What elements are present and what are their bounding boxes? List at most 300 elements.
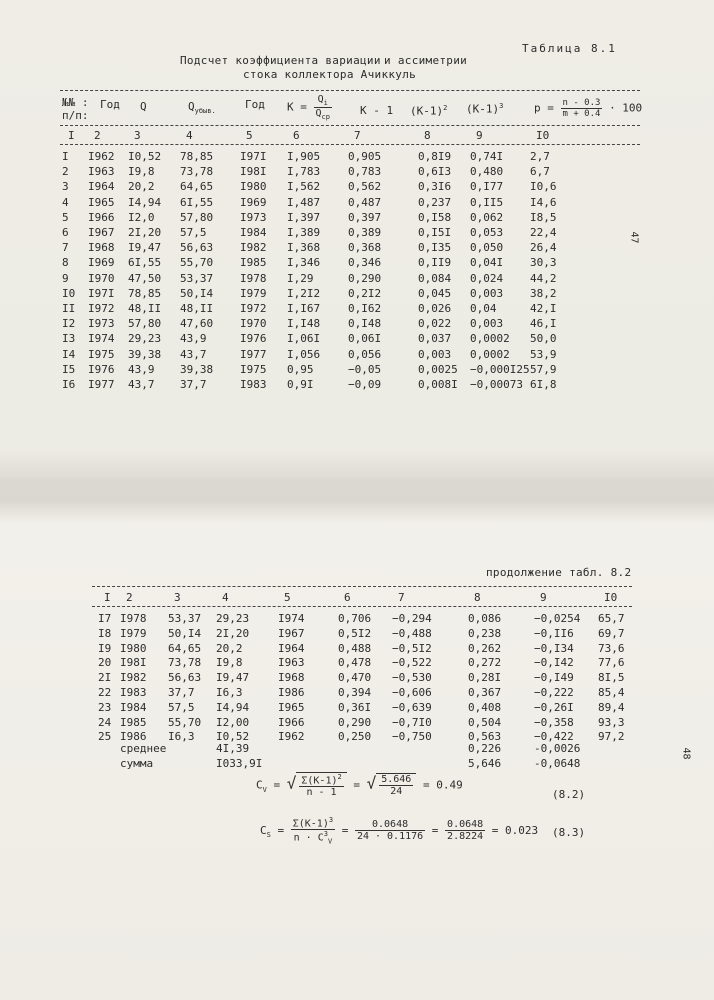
t2-cell-year-desc: I967 <box>278 626 305 640</box>
column-number: 5 <box>246 129 253 142</box>
t2-cell-k-minus-1-cube: −0,358 <box>534 715 574 729</box>
t1-cell-k-minus-1-sq: 0,3I6 <box>418 180 452 194</box>
header-k-num: Q <box>317 94 324 105</box>
t2-cell-p: 97,2 <box>598 730 625 744</box>
t1-cell-year: I965 <box>88 195 115 209</box>
t2-cell-k-minus-1-sq: 0,367 <box>468 686 502 699</box>
table-row <box>0 363 714 378</box>
t1-cell-p: 2,7 <box>530 150 550 163</box>
t1-cell-k-minus-1-sq: 0,003 <box>418 347 452 361</box>
t1-cell-year-desc: I979 <box>240 286 267 300</box>
cs-symbol: C <box>260 823 267 837</box>
table-row <box>0 211 714 226</box>
table-row <box>0 226 714 244</box>
t2-cell-k-minus-1-sq: 0,563 <box>468 730 502 744</box>
column-number: 9 <box>540 591 547 604</box>
t1-cell-num: I6 <box>62 378 76 391</box>
t2-cell-year-desc: I962 <box>278 730 305 744</box>
t2-cell-p: 89,4 <box>598 700 625 714</box>
t1-cell-k-minus-1: 0,562 <box>348 180 382 194</box>
t1-cell-q: 43,7 <box>128 378 155 391</box>
t1-cell-num: 4 <box>62 195 69 209</box>
t1-cell-p: I4,6 <box>530 195 557 209</box>
avg-k9: -0,0026 <box>534 742 581 755</box>
t1-cell-p: 57,9 <box>530 362 557 376</box>
avg-k8: 0,226 <box>468 742 502 755</box>
t1-cell-year: I966 <box>88 210 115 224</box>
t1-cell-k-minus-1-cube: 0,74I <box>470 150 504 163</box>
t1-cell-k-minus-1: 0,487 <box>348 195 382 209</box>
table-row <box>0 701 714 716</box>
t2-cell-k-minus-1-cube: −0,222 <box>534 686 574 699</box>
t2-cell-q-desc: I4,94 <box>216 700 250 714</box>
t2-cell-q-desc: I6,3 <box>216 686 243 699</box>
t1-cell-k-minus-1-sq: 0,022 <box>418 317 452 331</box>
t1-cell-q: 43,9 <box>128 362 155 376</box>
t1-cell-year: I968 <box>88 241 115 255</box>
t2-cell-year: I983 <box>120 686 147 699</box>
p2-header-rule <box>92 606 632 607</box>
t1-cell-k-minus-1-sq: 0,0025 <box>418 362 458 376</box>
t2-cell-k: 0,250 <box>338 730 372 744</box>
t1-cell-num: I <box>62 150 69 163</box>
title-line2: стока коллектора Ачиккуль <box>243 68 417 81</box>
p2-top-rule <box>92 586 632 587</box>
table-row <box>0 317 714 332</box>
t2-cell-year-desc: I974 <box>278 612 305 625</box>
t2-cell-q: 55,70 <box>168 715 202 729</box>
t1-cell-q-desc: 57,80 <box>180 210 214 224</box>
t1-cell-k-minus-1: 0,06I <box>348 332 382 346</box>
t1-cell-k-minus-1-cube: 0,0002 <box>470 347 510 361</box>
t2-cell-p: 77,6 <box>598 656 625 670</box>
table-row <box>0 686 714 701</box>
cv-num: Σ(K-1) <box>301 775 338 787</box>
t1-cell-num: I5 <box>62 362 76 376</box>
formula-cs <box>260 816 538 846</box>
column-number: 6 <box>344 591 351 604</box>
cs-num2: 0.0648 <box>355 819 425 831</box>
cs-eq3: = <box>431 823 439 837</box>
t1-cell-k: I,056 <box>287 347 321 361</box>
t2-cell-year-desc: I968 <box>278 671 305 685</box>
header-km1-cube <box>466 102 503 116</box>
t1-cell-year-desc: I976 <box>240 332 267 346</box>
t1-cell-num: 6 <box>62 226 69 239</box>
t1-cell-k: I,397 <box>287 210 321 224</box>
t1-cell-k-minus-1: 0,2I2 <box>348 286 382 300</box>
header-q-desc <box>188 100 216 115</box>
header-bottom-rule <box>60 144 640 145</box>
cv-num2: 5.646 <box>381 774 412 786</box>
t1-cell-p: 44,2 <box>530 271 557 285</box>
t1-cell-year-desc: I978 <box>240 271 267 285</box>
page-number-2: 48 <box>680 747 692 760</box>
t1-cell-q: 57,80 <box>128 317 162 331</box>
t1-cell-k: I,29 <box>287 271 314 285</box>
column-number: 7 <box>398 591 405 604</box>
t1-cell-k: 0,95 <box>287 362 314 376</box>
t1-cell-k: I,2I2 <box>287 286 321 300</box>
header-god: Год <box>100 98 120 111</box>
t1-cell-k-minus-1-sq: 0,084 <box>418 271 452 285</box>
avg-q: 4I,39 <box>216 742 250 755</box>
avg-label: среднее <box>120 742 167 755</box>
t2-cell-q: 57,5 <box>168 700 195 714</box>
t1-cell-year-desc: I977 <box>240 347 267 361</box>
t2-cell-k-minus-1-cube: −0,422 <box>534 730 574 744</box>
t1-cell-k-minus-1-cube: 0,024 <box>470 271 504 285</box>
t2-cell-p: 73,6 <box>598 641 625 655</box>
t1-cell-p: 50,0 <box>530 332 557 346</box>
t2-cell-year: I98I <box>120 656 147 670</box>
t2-cell-k-minus-1-sq: 0,262 <box>468 641 502 655</box>
header-k-frac <box>314 94 332 121</box>
t2-cell-k-minus-1-cube: −0,II6 <box>534 626 574 640</box>
table-row <box>0 378 714 393</box>
t1-cell-year-desc: I984 <box>240 226 267 239</box>
header-mid-rule <box>60 125 640 126</box>
cs-eq2: = <box>341 823 349 837</box>
t1-cell-k-minus-1-cube: 0,04I <box>470 256 504 270</box>
t2-cell-num: 22 <box>98 686 112 699</box>
t2-cell-q: 73,78 <box>168 656 202 670</box>
t2-cell-q: 37,7 <box>168 686 195 699</box>
t1-cell-num: 5 <box>62 210 69 224</box>
t1-cell-year: I975 <box>88 347 115 361</box>
page-number-1: 47 <box>628 231 640 244</box>
t2-cell-q-desc: I0,52 <box>216 730 250 744</box>
cv-den2: 24 <box>390 786 403 798</box>
column-number: 3 <box>134 129 141 142</box>
t1-cell-k-minus-1: 0,290 <box>348 271 382 285</box>
t2-cell-q: I6,3 <box>168 730 195 744</box>
header-k-num-sub: i <box>323 99 328 107</box>
table-row <box>0 612 714 627</box>
header-q: Q <box>140 100 147 113</box>
column-number: 8 <box>424 129 431 142</box>
cs-den-sub: V <box>327 837 333 846</box>
cv-eq: = <box>273 778 281 792</box>
column-number: I <box>104 591 111 604</box>
column-number: 2 <box>94 129 101 142</box>
t2-cell-k: 0,36I <box>338 700 372 714</box>
t1-cell-k: I,I67 <box>287 302 321 315</box>
t2-cell-k-minus-1-sq: 0,272 <box>468 656 502 670</box>
t1-cell-k: I,I48 <box>287 317 321 331</box>
t1-cell-k-minus-1-cube: 0,003 <box>470 317 504 331</box>
t1-cell-q: I2,0 <box>128 210 155 224</box>
table-row <box>0 241 714 256</box>
t2-cell-k-minus-1: −0,639 <box>392 700 432 714</box>
t2-cell-num: I7 <box>98 612 112 625</box>
t1-cell-year-desc: I97I <box>240 150 267 163</box>
t2-cell-num: 25 <box>98 730 112 744</box>
t1-cell-q-desc: 64,65 <box>180 180 214 194</box>
t1-cell-q: 39,38 <box>128 347 162 361</box>
t1-cell-num: I2 <box>62 317 76 331</box>
t2-cell-k: 0,470 <box>338 671 372 685</box>
formula-ref-8-3: (8.3) <box>552 826 586 839</box>
header-km1-sq-base: (K-1) <box>410 104 444 118</box>
t2-cell-k-minus-1: −0,530 <box>392 671 432 685</box>
t1-cell-year-desc: I972 <box>240 302 267 315</box>
t2-cell-year: I982 <box>120 671 147 685</box>
t1-cell-q: 29,23 <box>128 332 162 346</box>
t2-cell-q-desc: I2,00 <box>216 715 250 729</box>
table-row <box>0 272 714 287</box>
header-p-right: · 100 <box>609 101 643 115</box>
cv-symbol: C <box>256 778 263 792</box>
t1-cell-q-desc: 55,70 <box>180 256 214 270</box>
t1-cell-year: I97I <box>88 286 115 300</box>
t2-cell-year: I984 <box>120 700 147 714</box>
t1-cell-k: I,389 <box>287 226 321 239</box>
column-number: I0 <box>604 591 618 604</box>
t1-cell-k: I,368 <box>287 241 321 255</box>
t1-cell-k-minus-1-cube: 0,II5 <box>470 195 504 209</box>
t1-cell-k-minus-1: 0,368 <box>348 241 382 255</box>
t1-cell-k-minus-1: 0,056 <box>348 347 382 361</box>
t1-cell-q: I9,47 <box>128 241 162 255</box>
cs-num: Σ(K-1) <box>292 818 329 830</box>
t2-cell-k: 0,290 <box>338 715 372 729</box>
column-number: 7 <box>354 129 361 142</box>
t2-cell-k: 0,488 <box>338 641 372 655</box>
t1-cell-num: II <box>62 302 76 315</box>
cs-den2: 24 · 0.1176 <box>356 831 424 843</box>
header-k-den: Q <box>315 108 322 119</box>
header-top-rule <box>60 90 640 91</box>
cs-den-sup: 3 <box>323 830 328 839</box>
t1-cell-k-minus-1-cube: −0,00073 <box>470 378 523 391</box>
t1-cell-year-desc: I982 <box>240 241 267 255</box>
t2-cell-k-minus-1-cube: −0,26I <box>534 700 574 714</box>
t1-cell-k-minus-1-sq: 0,237 <box>418 195 452 209</box>
cs-result: = 0.023 <box>491 823 539 837</box>
sum-k8: 5,646 <box>468 757 502 770</box>
formula-cv: $C_V$ = √ $\frac{\Sigma(K-1)^2}{n - 1}$ = √ $\frac{5.646}{24}$ = 0.49 <box>256 773 463 799</box>
t1-cell-q: 48,II <box>128 302 162 315</box>
column-number: 6 <box>293 129 300 142</box>
t1-cell-p: 6I,8 <box>530 378 557 391</box>
header-k-left: K = <box>287 100 307 114</box>
t1-cell-p: 38,2 <box>530 286 557 300</box>
t1-cell-k-minus-1: 0,389 <box>348 226 382 239</box>
t2-cell-num: I8 <box>98 626 112 640</box>
table-row <box>0 302 714 317</box>
t1-cell-q: 6I,55 <box>128 256 162 270</box>
t1-cell-q-desc: 78,85 <box>180 150 214 163</box>
header-km1-sq-exp: 2 <box>443 104 448 112</box>
table-row <box>0 730 714 745</box>
t2-cell-p: 65,7 <box>598 612 625 625</box>
t1-cell-k-minus-1: 0,I48 <box>348 317 382 331</box>
t2-cell-year-desc: I963 <box>278 656 305 670</box>
cv-den: n - 1 <box>306 787 337 799</box>
t1-cell-q-desc: 6I,55 <box>180 195 214 209</box>
column-number: 8 <box>474 591 481 604</box>
cs-num3: 0.0648 <box>447 819 484 831</box>
t1-cell-k-minus-1-cube: 0,050 <box>470 241 504 255</box>
t1-cell-k-minus-1-sq: 0,8I9 <box>418 150 452 163</box>
t1-cell-num: I3 <box>62 332 76 346</box>
t1-cell-k: I,905 <box>287 150 321 163</box>
t2-cell-k-minus-1: −0,750 <box>392 730 432 744</box>
t1-cell-year: I963 <box>88 165 115 179</box>
t1-cell-year: I970 <box>88 271 115 285</box>
t1-cell-year: I962 <box>88 150 115 163</box>
cs-den3: 2.8224 <box>447 831 484 843</box>
t2-cell-k-minus-1: −0,488 <box>392 626 432 640</box>
column-number: 4 <box>222 591 229 604</box>
t2-cell-k-minus-1-sq: 0,408 <box>468 700 502 714</box>
t1-cell-q: 20,2 <box>128 180 155 194</box>
t2-cell-year: I985 <box>120 715 147 729</box>
t1-cell-year: I977 <box>88 378 115 391</box>
column-number: 3 <box>174 591 181 604</box>
t1-cell-q-desc: 47,60 <box>180 317 214 331</box>
t2-cell-q: 53,37 <box>168 612 202 625</box>
t1-cell-k-minus-1-cube: 0,003 <box>470 286 504 300</box>
t2-cell-k-minus-1-cube: −0,I49 <box>534 671 574 685</box>
t2-cell-k-minus-1-sq: 0,504 <box>468 715 502 729</box>
t2-cell-k-minus-1: −0,294 <box>392 612 432 625</box>
t2-cell-year: I979 <box>120 626 147 640</box>
t1-cell-year-desc: I973 <box>240 210 267 224</box>
t1-cell-year: I972 <box>88 302 115 315</box>
cv-sub: V <box>262 785 267 794</box>
t2-cell-q-desc: 29,23 <box>216 612 250 625</box>
t1-cell-year: I973 <box>88 317 115 331</box>
t1-cell-k-minus-1-cube: −0,000I25 <box>470 362 530 376</box>
t1-cell-p: 22,4 <box>530 226 557 239</box>
t1-cell-k-minus-1-sq: 0,I5I <box>418 226 452 239</box>
t1-cell-k-minus-1-sq: 0,026 <box>418 302 452 315</box>
t1-cell-num: 8 <box>62 256 69 270</box>
t1-cell-year: I967 <box>88 226 115 239</box>
t1-cell-k: I,783 <box>287 165 321 179</box>
t1-cell-k-minus-1-sq: 0,II9 <box>418 256 452 270</box>
t2-cell-num: 20 <box>98 656 112 670</box>
t2-cell-k-minus-1: −0,522 <box>392 656 432 670</box>
t1-cell-k-minus-1-cube: 0,04 <box>470 302 497 315</box>
t2-cell-num: I9 <box>98 641 112 655</box>
table-row <box>0 627 714 642</box>
t2-cell-q: 64,65 <box>168 641 202 655</box>
t1-cell-q: 47,50 <box>128 271 162 285</box>
t1-cell-q: 2I,20 <box>128 226 162 239</box>
t1-cell-k: I,562 <box>287 180 321 194</box>
t2-cell-year-desc: I965 <box>278 700 305 714</box>
t1-cell-num: 9 <box>62 271 69 285</box>
t2-cell-k-minus-1: −0,7I0 <box>392 715 432 729</box>
t1-cell-q-desc: 43,9 <box>180 332 207 346</box>
t1-cell-k: I,487 <box>287 195 321 209</box>
table-row <box>0 642 714 657</box>
title-line1b: и ассиметрии <box>384 54 468 67</box>
t1-cell-p: 30,3 <box>530 256 557 270</box>
column-number: 4 <box>186 129 193 142</box>
table-row <box>0 716 714 731</box>
table-row <box>0 656 714 671</box>
header-p-num: n - 0.3 <box>562 98 601 108</box>
t2-cell-num: 2I <box>98 671 112 685</box>
t1-cell-k-minus-1: −0,05 <box>348 362 382 376</box>
t2-cell-p: 93,3 <box>598 715 625 729</box>
column-number: I0 <box>536 129 550 142</box>
t2-cell-year: I980 <box>120 641 147 655</box>
table-row <box>0 332 714 347</box>
t2-cell-k-minus-1-cube: −0,0254 <box>534 612 581 625</box>
t1-cell-k-minus-1-sq: 0,008I <box>418 378 458 391</box>
t1-cell-k-minus-1-sq: 0,I58 <box>418 210 452 224</box>
t1-cell-q: I4,94 <box>128 195 162 209</box>
table-row <box>0 150 714 165</box>
t1-cell-year: I976 <box>88 362 115 376</box>
cs-eq: = <box>277 823 285 837</box>
header-km1: K - 1 <box>360 104 394 117</box>
t2-cell-p: 8I,5 <box>598 671 625 685</box>
t1-cell-year-desc: I985 <box>240 256 267 270</box>
header-p <box>534 98 642 119</box>
t1-cell-p: 53,9 <box>530 347 557 361</box>
t2-cell-year: I978 <box>120 612 147 625</box>
t2-cell-q-desc: 2I,20 <box>216 626 250 640</box>
header-god2: Год <box>245 98 265 111</box>
t2-cell-q: 56,63 <box>168 671 202 685</box>
t1-cell-q: I0,52 <box>128 150 162 163</box>
sum-q: I033,9I <box>216 757 263 770</box>
t2-cell-year-desc: I964 <box>278 641 305 655</box>
header-p-frac <box>561 98 603 119</box>
t2-cell-k: 0,478 <box>338 656 372 670</box>
t1-cell-k-minus-1: 0,346 <box>348 256 382 270</box>
t1-cell-q-desc: 43,7 <box>180 347 207 361</box>
header-km1-cube-exp: 3 <box>499 102 504 110</box>
t1-cell-year-desc: I969 <box>240 195 267 209</box>
header-k-den-sub: ср <box>321 113 330 121</box>
header-q-desc-symbol: Q <box>188 100 195 113</box>
column-number: I <box>68 129 75 142</box>
t1-cell-num: 3 <box>62 180 69 194</box>
t1-cell-p: 42,I <box>530 302 557 315</box>
cs-sub: S <box>266 831 271 840</box>
t2-cell-p: 69,7 <box>598 626 625 640</box>
header-km1-sq <box>410 104 447 118</box>
header-km1-cube-base: (K-1) <box>466 102 500 116</box>
header-p-left: p = <box>534 101 554 115</box>
t2-cell-year-desc: I966 <box>278 715 305 729</box>
t1-cell-year: I969 <box>88 256 115 270</box>
t1-cell-q-desc: 37,7 <box>180 378 207 391</box>
t1-cell-q-desc: 48,II <box>180 302 214 315</box>
column-number: 2 <box>126 591 133 604</box>
sum-k9: -0,0648 <box>534 757 581 770</box>
t1-cell-p: 6,7 <box>530 165 550 179</box>
t1-cell-year-desc: I980 <box>240 180 267 194</box>
table-row <box>0 196 714 211</box>
t2-cell-num: 24 <box>98 715 112 729</box>
t1-cell-q-desc: 39,38 <box>180 362 214 376</box>
t2-cell-k-minus-1-cube: −0,I34 <box>534 641 574 655</box>
table-label: Таблица 8.1 <box>522 42 617 55</box>
t1-cell-year: I974 <box>88 332 115 346</box>
t2-cell-k-minus-1-cube: −0,I42 <box>534 656 574 670</box>
t1-cell-k-minus-1-cube: 0,0002 <box>470 332 510 346</box>
t1-cell-q: 78,85 <box>128 286 162 300</box>
t1-cell-q-desc: 57,5 <box>180 226 207 239</box>
